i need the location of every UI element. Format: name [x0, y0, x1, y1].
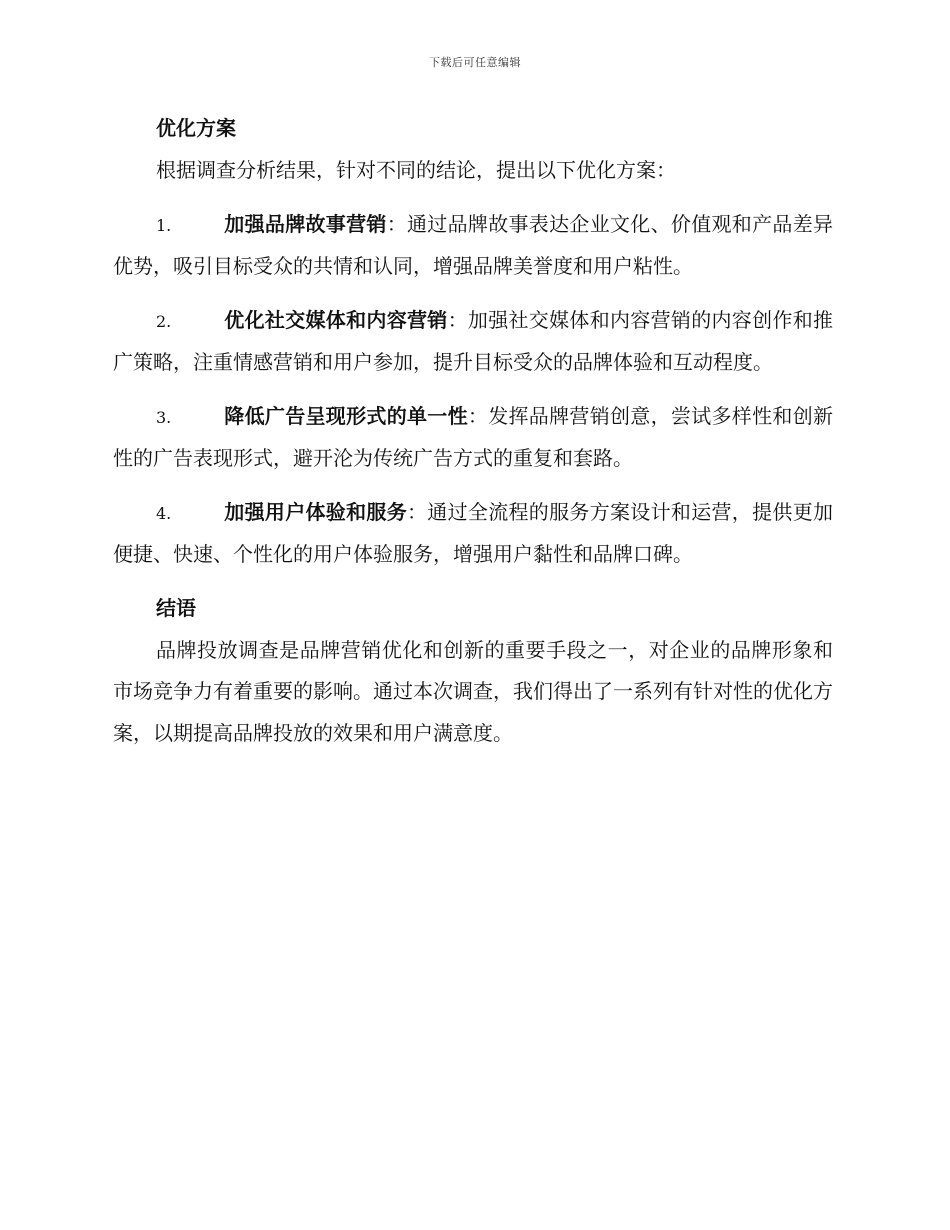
list-item-number: 3. — [156, 407, 172, 427]
list-item-2 — [113, 300, 833, 384]
list-item-4 — [113, 492, 833, 576]
list-item-title: 降低广告呈现形式的单一性 — [224, 403, 468, 428]
section-heading-optimization: 优化方案 — [156, 116, 236, 140]
list-item-text: ：通过品牌故事表达企业文化、价值观和产品差异优势，吸引目标受众的共情和认同，增强品牌美誉度和用户粘性。 — [113, 211, 834, 278]
list-item-number: 4. — [156, 503, 172, 523]
list-item-title: 加强用户体验和服务 — [224, 499, 407, 524]
document-body — [113, 108, 833, 766]
list-item-text: ：通过全流程的服务方案设计和运营，提供更加便捷、快速、个性化的用户体验服务，增强用户黏性和品牌口碑。 — [113, 499, 833, 566]
list-item-3 — [113, 396, 833, 480]
page-header: 下载后可任意编辑 — [429, 56, 521, 69]
list-item-title: 加强品牌故事营销 — [224, 211, 387, 236]
list-item-title: 优化社交媒体和内容营销 — [224, 307, 448, 332]
list-item-number: 1. — [156, 215, 172, 235]
list-item-text: ：发挥品牌营销创意，尝试多样性和创新性的广告表现形式，避开沦为传统广告方式的重复和套路。 — [113, 403, 834, 470]
section-heading-conclusion: 结语 — [156, 595, 196, 620]
conclusion-paragraph: 品牌投放调查是品牌营销优化和创新的重要手段之一，对企业的品牌形象和市场竞争力有着重要的影响。通过本次调查，我们得出了一系列有针对性的优化方案，以期提高品牌投放的效果和用户满意度。 — [113, 637, 833, 745]
list-item-1 — [113, 204, 833, 288]
list-item-text: ：加强社交媒体和内容营销的内容创作和推广策略，注重情感营销和用户参加，提升目标受众的品牌体验和互动程度。 — [113, 307, 834, 374]
intro-paragraph: 根据调查分析结果，针对不同的结论，提出以下优化方案： — [156, 158, 676, 182]
list-item-number: 2. — [156, 311, 172, 331]
